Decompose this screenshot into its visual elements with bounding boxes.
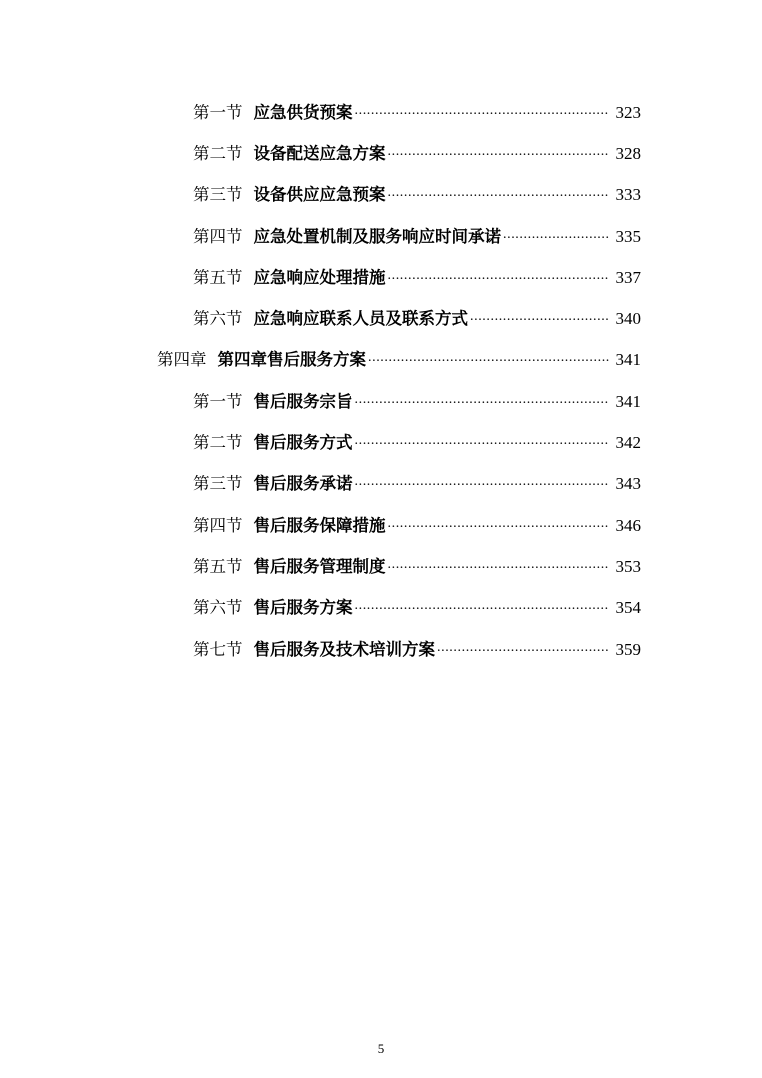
dot-leader (355, 392, 610, 412)
table-of-contents (0, 92, 762, 670)
toc-entry-label: 第五节 (193, 556, 243, 576)
toc-entry-title: 售后服务管理制度 (253, 556, 386, 576)
dot-leader (355, 433, 610, 453)
toc-entry-page: 341 (615, 350, 641, 370)
toc-entry-page: 340 (615, 309, 641, 329)
dot-leader (355, 103, 610, 123)
dot-leader (388, 144, 610, 164)
toc-entry-label: 第六节 (193, 309, 243, 329)
toc-entry-page: 328 (615, 143, 641, 163)
dot-leader (388, 268, 610, 288)
toc-entry[interactable] (0, 133, 762, 174)
toc-entry-label: 第三节 (193, 185, 243, 205)
toc-entry-title: 售后服务保障措施 (253, 515, 386, 535)
toc-entry[interactable] (0, 381, 762, 422)
toc-entry[interactable] (0, 464, 762, 505)
toc-entry-page: 354 (615, 598, 641, 618)
toc-entry[interactable] (0, 629, 762, 670)
dot-leader (368, 350, 609, 370)
toc-entry-title: 售后服务方式 (253, 433, 353, 453)
toc-entry-title: 设备供应应急预案 (253, 185, 386, 205)
toc-entry-page: 335 (615, 226, 641, 246)
toc-entry-label: 第五节 (193, 267, 243, 287)
toc-entry-title: 应急响应处理措施 (253, 267, 386, 287)
toc-entry[interactable] (0, 257, 762, 298)
toc-entry-page: 359 (615, 639, 641, 659)
toc-entry-page: 342 (615, 433, 641, 453)
toc-entry-page: 341 (615, 391, 641, 411)
toc-entry-page: 346 (615, 515, 641, 535)
toc-entry-label: 第七节 (193, 639, 243, 659)
toc-entry-page: 343 (615, 474, 641, 494)
dot-leader (388, 185, 610, 205)
toc-entry-title: 应急响应联系人员及联系方式 (253, 309, 468, 329)
toc-entry[interactable] (0, 546, 762, 587)
page-number: 5 (377, 1041, 385, 1056)
toc-entry-label: 第二节 (193, 433, 243, 453)
toc-entry-page: 333 (615, 185, 641, 205)
toc-entry-title: 应急供货预案 (253, 102, 353, 122)
toc-entry-label: 第四章 (157, 350, 207, 370)
toc-entry-title: 第四章售后服务方案 (217, 350, 366, 370)
dot-leader (470, 309, 609, 329)
dot-leader (503, 227, 609, 247)
toc-entry-title: 应急处置机制及服务响应时间承诺 (253, 226, 501, 246)
toc-entry-label: 第三节 (193, 474, 243, 494)
toc-entry-chapter[interactable] (0, 340, 762, 381)
toc-entry[interactable] (0, 175, 762, 216)
toc-entry[interactable] (0, 298, 762, 339)
toc-entry-page: 353 (615, 556, 641, 576)
toc-entry-label: 第二节 (193, 143, 243, 163)
toc-entry[interactable] (0, 216, 762, 257)
dot-leader (355, 598, 610, 618)
toc-entry-page: 337 (615, 267, 641, 287)
toc-entry-title: 售后服务承诺 (253, 474, 353, 494)
toc-entry-label: 第四节 (193, 226, 243, 246)
toc-entry-title: 售后服务宗旨 (253, 391, 353, 411)
toc-entry-title: 售后服务及技术培训方案 (253, 639, 435, 659)
toc-entry-title: 设备配送应急方案 (253, 143, 386, 163)
toc-entry-label: 第四节 (193, 515, 243, 535)
toc-entry-label: 第六节 (193, 598, 243, 618)
toc-entry[interactable] (0, 588, 762, 629)
toc-entry-page: 323 (615, 102, 641, 122)
toc-entry-label: 第一节 (193, 391, 243, 411)
toc-entry[interactable] (0, 422, 762, 463)
toc-entry-title: 售后服务方案 (253, 598, 353, 618)
dot-leader (388, 557, 610, 577)
toc-entry[interactable] (0, 505, 762, 546)
dot-leader (437, 640, 609, 660)
dot-leader (355, 474, 610, 494)
toc-entry[interactable] (0, 92, 762, 133)
dot-leader (388, 516, 610, 536)
toc-entry-label: 第一节 (193, 102, 243, 122)
